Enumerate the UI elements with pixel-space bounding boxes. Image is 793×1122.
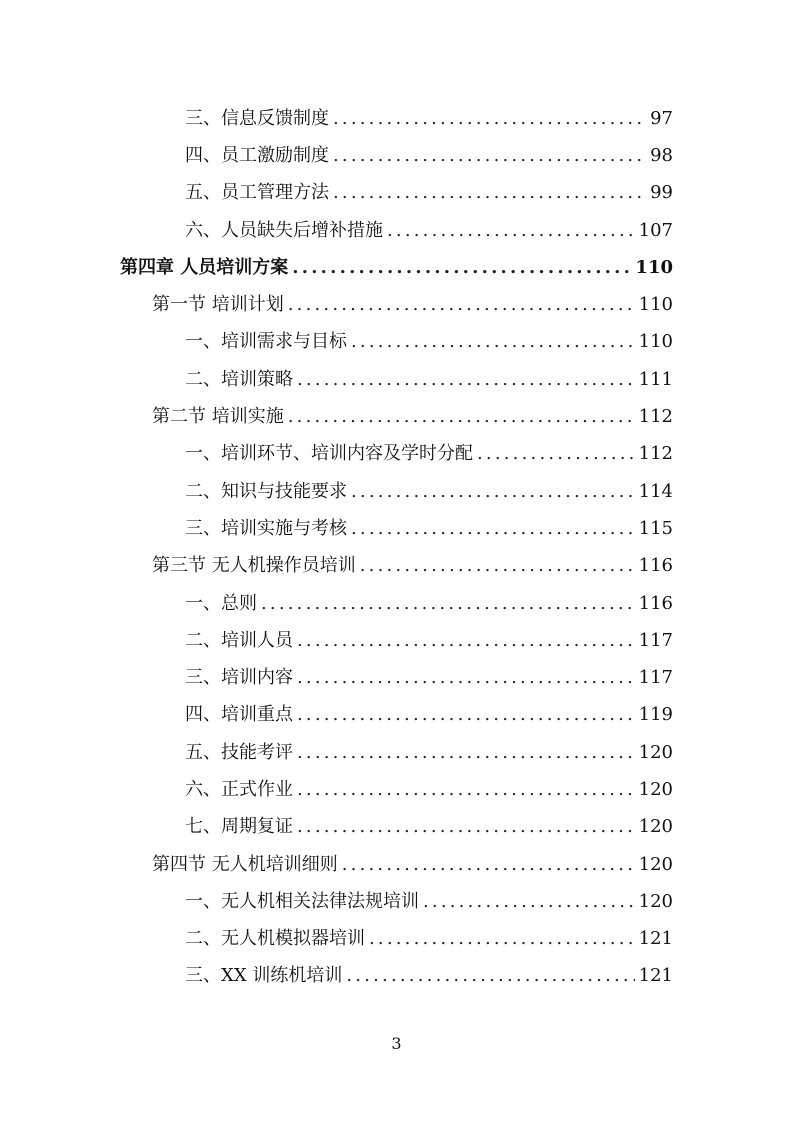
toc-entry-page: 116	[638, 592, 673, 614]
toc-dot-leader	[342, 856, 635, 874]
toc-entry-title: 四、员工激励制度	[185, 144, 329, 166]
toc-dot-leader	[333, 147, 646, 165]
toc-entry-page: 110	[635, 256, 673, 278]
toc-entry-title: 二、无人机模拟器培训	[185, 928, 365, 950]
toc-entry-page: 120	[638, 778, 673, 800]
toc-entry-title: 第一节 培训计划	[152, 294, 284, 316]
toc-entry-page: 112	[638, 443, 673, 465]
toc-section-entry[interactable]	[0, 846, 793, 883]
toc-entry-page: 117	[638, 629, 673, 651]
toc-subsection-entry[interactable]	[0, 883, 793, 920]
toc-dot-leader	[288, 296, 635, 314]
toc-entry-page: 116	[638, 555, 673, 577]
toc-chapter-entry[interactable]	[0, 249, 793, 286]
toc-subsection-entry[interactable]	[0, 659, 793, 696]
toc-entry-title: 第四章 人员培训方案	[120, 256, 289, 278]
toc-entry-title: 二、培训人员	[185, 629, 293, 651]
toc-entry-title: 第四节 无人机培训细则	[152, 853, 338, 875]
toc-subsection-entry[interactable]	[0, 958, 793, 995]
toc-subsection-entry[interactable]	[0, 100, 793, 137]
toc-entry-title: 二、培训策略	[185, 368, 293, 390]
toc-entry-page: 119	[638, 704, 673, 726]
toc-entry-title: 第二节 培训实施	[152, 406, 284, 428]
toc-dot-leader	[297, 632, 635, 650]
toc-entry-page: 107	[638, 219, 673, 241]
page-number: 3	[391, 1034, 402, 1053]
toc-entry-page: 99	[650, 182, 673, 204]
toc-dot-leader	[297, 706, 635, 724]
toc-subsection-entry[interactable]	[0, 622, 793, 659]
toc-subsection-entry[interactable]	[0, 361, 793, 398]
toc-entry-page: 117	[638, 667, 673, 689]
toc-dot-leader	[351, 333, 635, 351]
toc-entry-page: 120	[638, 741, 673, 763]
toc-entry-title: 七、周期复证	[185, 816, 293, 838]
toc-dot-leader	[351, 520, 635, 538]
toc-entry-page: 115	[638, 517, 673, 539]
toc-dot-leader	[369, 930, 635, 948]
toc-entry-title: 一、无人机相关法律法规培训	[185, 890, 419, 912]
toc-dot-leader	[477, 445, 635, 463]
toc-subsection-entry[interactable]	[0, 137, 793, 174]
toc-entry-title: 六、正式作业	[185, 778, 293, 800]
toc-subsection-entry[interactable]	[0, 771, 793, 808]
toc-entry-title: 五、员工管理方法	[185, 182, 329, 204]
toc-dot-leader	[346, 967, 634, 985]
toc-entry-page: 110	[638, 331, 673, 353]
toc-section-entry[interactable]	[0, 286, 793, 323]
toc-entry-page: 121	[638, 965, 673, 987]
toc-dot-leader	[288, 408, 635, 426]
toc-entry-page: 110	[638, 294, 673, 316]
toc-dot-leader	[360, 557, 635, 575]
toc-subsection-entry[interactable]	[0, 585, 793, 622]
toc-subsection-entry[interactable]	[0, 175, 793, 212]
toc-subsection-entry[interactable]	[0, 697, 793, 734]
toc-dot-leader	[351, 483, 635, 501]
toc-dot-leader	[297, 371, 635, 389]
toc-dot-leader	[333, 184, 646, 202]
toc-entry-title: 六、人员缺失后增补措施	[185, 219, 383, 241]
toc-entry-page: 121	[638, 928, 673, 950]
toc-subsection-entry[interactable]	[0, 212, 793, 249]
table-of-contents	[0, 100, 793, 995]
toc-section-entry[interactable]	[0, 398, 793, 435]
toc-entry-title: 三、培训实施与考核	[185, 517, 347, 539]
toc-dot-leader	[292, 259, 631, 277]
toc-entry-title: 五、技能考评	[185, 741, 293, 763]
toc-entry-title: 一、培训需求与目标	[185, 331, 347, 353]
toc-entry-title: 三、培训内容	[185, 667, 293, 689]
toc-entry-page: 120	[638, 853, 673, 875]
toc-dot-leader	[297, 781, 635, 799]
toc-subsection-entry[interactable]	[0, 324, 793, 361]
toc-entry-page: 120	[638, 816, 673, 838]
toc-entry-title: 二、知识与技能要求	[185, 480, 347, 502]
toc-entry-page: 97	[650, 107, 673, 129]
toc-dot-leader	[297, 669, 635, 687]
toc-dot-leader	[261, 595, 635, 613]
toc-entry-page: 98	[650, 144, 673, 166]
toc-subsection-entry[interactable]	[0, 921, 793, 958]
toc-entry-page: 111	[638, 368, 673, 390]
toc-entry-title: 一、培训环节、培训内容及学时分配	[185, 443, 473, 465]
toc-dot-leader	[297, 818, 635, 836]
toc-entry-title: 一、总则	[185, 592, 257, 614]
toc-section-entry[interactable]	[0, 548, 793, 585]
toc-entry-title: 三、XX 训练机培训	[185, 965, 343, 987]
toc-subsection-entry[interactable]	[0, 510, 793, 547]
toc-subsection-entry[interactable]	[0, 809, 793, 846]
toc-dot-leader	[297, 744, 635, 762]
toc-dot-leader	[423, 893, 635, 911]
toc-entry-page: 114	[638, 480, 673, 502]
toc-entry-page: 112	[638, 406, 673, 428]
toc-dot-leader	[387, 222, 635, 240]
toc-entry-title: 第三节 无人机操作员培训	[152, 555, 356, 577]
toc-subsection-entry[interactable]	[0, 734, 793, 771]
toc-dot-leader	[333, 110, 646, 128]
toc-subsection-entry[interactable]	[0, 436, 793, 473]
toc-entry-title: 四、培训重点	[185, 704, 293, 726]
toc-entry-page: 120	[638, 890, 673, 912]
toc-entry-title: 三、信息反馈制度	[185, 107, 329, 129]
toc-subsection-entry[interactable]	[0, 473, 793, 510]
